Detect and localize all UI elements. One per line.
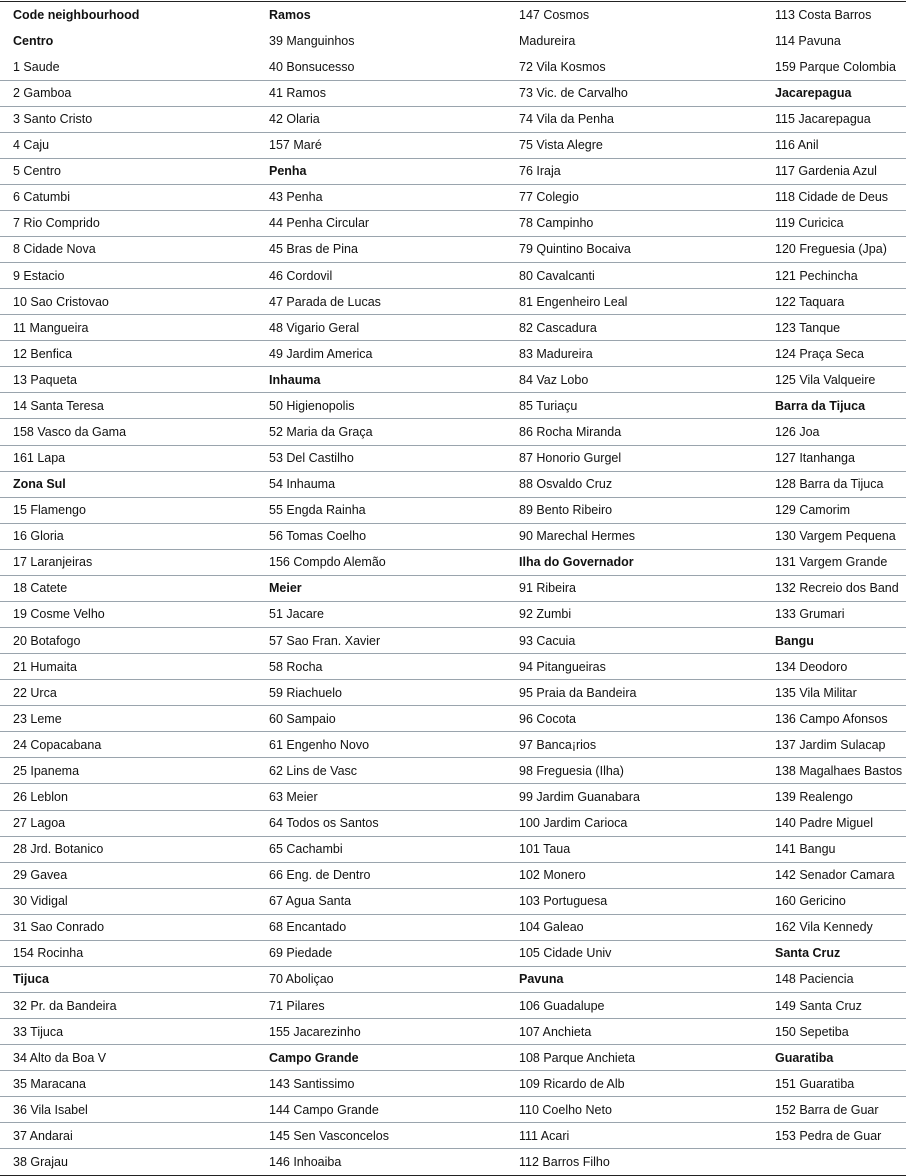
neighbourhood-cell: 97 Banca¡rios (519, 737, 597, 752)
neighbourhood-cell: 132 Recreio dos Band (775, 581, 899, 596)
table-row (0, 601, 906, 627)
neighbourhood-cell: 66 Eng. de Dentro (269, 868, 371, 883)
table-row (0, 419, 906, 445)
neighbourhood-cell: 44 Penha Circular (269, 216, 370, 231)
region-heading: Tijuca (13, 972, 49, 987)
neighbourhood-cell: 7 Rio Comprido (13, 216, 100, 231)
neighbourhood-cell: 134 Deodoro (775, 659, 848, 674)
table-row (0, 236, 906, 262)
neighbourhood-cell: 74 Vila da Penha (519, 112, 614, 127)
neighbourhood-cell: 11 Mangueira (13, 320, 89, 335)
table-row (0, 784, 906, 810)
neighbourhood-cell: 114 Pavuna (775, 34, 841, 48)
neighbourhood-cell: 138 Magalhaes Bastos (775, 763, 903, 778)
neighbourhood-cell: 126 Joa (775, 424, 820, 439)
neighbourhood-cell: 23 Leme (13, 711, 62, 726)
neighbourhood-cell: 151 Guaratiba (775, 1076, 855, 1091)
neighbourhood-cell: 147 Cosmos (519, 8, 590, 22)
neighbourhood-cell: 121 Pechincha (775, 268, 858, 283)
table-row (0, 732, 906, 758)
neighbourhood-cell: 145 Sen Vasconcelos (269, 1128, 389, 1143)
table-row (0, 549, 906, 575)
neighbourhood-cell: 111 Acari (519, 1128, 570, 1143)
neighbourhood-cell: 129 Camorim (775, 503, 851, 518)
table-row (0, 54, 906, 80)
neighbourhood-cell: 5 Centro (13, 164, 61, 179)
table-row (0, 497, 906, 523)
neighbourhood-cell: 95 Praia da Bandeira (519, 685, 637, 700)
neighbourhood-cell: 141 Bangu (775, 842, 836, 857)
neighbourhood-cell: 120 Freguesia (Jpa) (775, 242, 887, 257)
table-row (0, 1019, 906, 1045)
neighbourhood-cell: 99 Jardim Guanabara (519, 789, 640, 804)
table-row (0, 1045, 906, 1071)
table-row (0, 367, 906, 393)
region-heading: Guaratiba (775, 1050, 834, 1065)
neighbourhood-cell: 112 Barros Filho (519, 1154, 610, 1169)
table-row (0, 263, 906, 289)
table-row (0, 836, 906, 862)
neighbourhood-cell: 69 Piedade (269, 946, 333, 961)
neighbourhood-cell: 81 Engenheiro Leal (519, 294, 628, 309)
neighbourhood-cell (775, 1149, 906, 1175)
neighbourhood-cell: 41 Ramos (269, 86, 326, 101)
region-heading: Inhauma (269, 372, 321, 387)
neighbourhood-cell: 21 Humaita (13, 659, 77, 674)
neighbourhood-cell: 108 Parque Anchieta (519, 1050, 636, 1065)
neighbourhood-cell: 20 Botafogo (13, 633, 81, 648)
neighbourhood-cell: 68 Encantado (269, 920, 347, 935)
neighbourhood-cell: 47 Parada de Lucas (269, 294, 381, 309)
neighbourhood-cell: 18 Catete (13, 581, 68, 596)
neighbourhood-cell: 148 Paciencia (775, 972, 854, 987)
neighbourhood-cell: 83 Madureira (519, 346, 593, 361)
neighbourhood-cell: 75 Vista Alegre (519, 138, 603, 153)
neighbourhood-cell: 142 Senador Camara (775, 868, 895, 883)
neighbourhood-cell: 109 Ricardo de Alb (519, 1076, 625, 1091)
table-row (0, 1071, 906, 1097)
neighbourhood-cell: 12 Benfica (13, 346, 73, 361)
neighbourhood-cell: 19 Cosme Velho (13, 607, 105, 622)
neighbourhood-cell: 158 Vasco da Gama (13, 424, 127, 439)
neighbourhood-cell: 61 Engenho Novo (269, 737, 370, 752)
neighbourhood-cell: 125 Vila Valqueire (775, 372, 876, 387)
neighbourhood-cell: 76 Iraja (519, 164, 561, 179)
table-row (0, 341, 906, 367)
table-row (0, 2, 906, 28)
neighbourhood-cell: 162 Vila Kennedy (775, 920, 873, 935)
neighbourhood-cell: 51 Jacare (269, 607, 324, 622)
neighbourhood-cell: 102 Monero (519, 868, 586, 883)
region-heading: Santa Cruz (775, 946, 841, 961)
neighbourhood-cell: 106 Guadalupe (519, 998, 605, 1013)
neighbourhood-cell: 52 Maria da Graça (269, 424, 373, 439)
region-heading: Centro (13, 34, 54, 48)
neighbourhood-cell: 50 Higienopolis (269, 398, 355, 413)
neighbourhood-cell: 54 Inhauma (269, 477, 336, 492)
neighbourhood-cell: 93 Cacuia (519, 633, 576, 648)
table-row (0, 184, 906, 210)
neighbourhood-cell: 123 Tanque (775, 320, 841, 335)
neighbourhood-cell: 4 Caju (13, 138, 50, 153)
neighbourhood-cell: 63 Meier (269, 789, 318, 804)
neighbourhood-cell: 157 Maré (269, 138, 322, 153)
neighbourhood-cell: 122 Taquara (775, 294, 845, 309)
neighbourhood-cell: 118 Cidade de Deus (775, 190, 889, 205)
neighbourhood-cell: 8 Cidade Nova (13, 242, 96, 257)
neighbourhood-cell: 154 Rocinha (13, 946, 84, 961)
neighbourhood-cell: 3 Santo Cristo (13, 112, 93, 127)
neighbourhood-cell: 59 Riachuelo (269, 685, 342, 700)
neighbourhood-cell: 92 Zumbi (519, 607, 572, 622)
neighbourhood-cell: 45 Bras de Pina (269, 242, 358, 257)
table-row (0, 706, 906, 732)
neighbourhood-cell: 143 Santissimo (269, 1076, 355, 1091)
neighbourhood-cell: 58 Rocha (269, 659, 323, 674)
neighbourhood-cell: 87 Honorio Gurgel (519, 451, 622, 466)
neighbourhood-cell: 117 Gardenia Azul (775, 164, 877, 179)
neighbourhood-cell: 37 Andarai (13, 1128, 73, 1143)
neighbourhood-cell: 42 Olaria (269, 112, 320, 127)
neighbourhood-cell: 31 Sao Conrado (13, 920, 105, 935)
neighbourhood-cell: 94 Pitangueiras (519, 659, 606, 674)
neighbourhood-cell: 62 Lins de Vasc (269, 763, 358, 778)
neighbourhood-cell: 100 Jardim Carioca (519, 816, 628, 831)
neighbourhood-cell: 84 Vaz Lobo (519, 372, 589, 387)
table-row (0, 315, 906, 341)
region-heading: Meier (269, 581, 302, 596)
neighbourhood-cell: 101 Taua (519, 842, 571, 857)
neighbourhood-cell: 60 Sampaio (269, 711, 336, 726)
neighbourhood-cell: 103 Portuguesa (519, 894, 608, 909)
region-heading: Ramos (269, 8, 311, 22)
neighbourhood-cell: 91 Ribeira (519, 581, 576, 596)
table-row (0, 628, 906, 654)
table-row (0, 993, 906, 1019)
neighbourhood-cell: 161 Lapa (13, 451, 66, 466)
neighbourhood-cell: 86 Rocha Miranda (519, 424, 622, 439)
neighbourhood-cell: 160 Gericino (775, 894, 846, 909)
neighbourhood-cell: 49 Jardim America (269, 346, 373, 361)
neighbourhood-cell: 159 Parque Colombia (775, 60, 896, 74)
neighbourhood-cell: 36 Vila Isabel (13, 1102, 88, 1117)
neighbourhood-cell: 89 Bento Ribeiro (519, 503, 613, 518)
neighbourhood-cell: 82 Cascadura (519, 320, 597, 335)
neighbourhood-cell: 149 Santa Cruz (775, 998, 862, 1013)
neighbourhood-cell: 67 Agua Santa (269, 894, 352, 909)
neighbourhood-cell: 156 Compdo Alemão (269, 555, 386, 570)
neighbourhood-cell: 79 Quintino Bocaiva (519, 242, 631, 257)
neighbourhood-cell: 6 Catumbi (13, 190, 70, 205)
neighbourhood-cell: 39 Manguinhos (269, 34, 355, 48)
neighbourhood-cell: 119 Curicica (775, 216, 844, 231)
neighbourhood-cell: 43 Penha (269, 190, 323, 205)
neighbourhood-cell: 105 Cidade Univ (519, 946, 612, 961)
neighbourhood-cell: 139 Realengo (775, 789, 853, 804)
neighbourhood-cell: 34 Alto da Boa V (13, 1050, 107, 1065)
neighbourhood-cell: 104 Galeao (519, 920, 584, 935)
table-row (0, 28, 906, 54)
neighbourhood-cell: 35 Maracana (13, 1076, 86, 1091)
neighbourhood-cell: 140 Padre Miguel (775, 816, 873, 831)
region-heading: Zona Sul (13, 477, 66, 492)
table-row (0, 940, 906, 966)
neighbourhood-cell: 15 Flamengo (13, 503, 86, 518)
table-row (0, 1149, 906, 1175)
table-row (0, 471, 906, 497)
neighbourhood-cell: 57 Sao Fran. Xavier (269, 633, 381, 648)
table-row (0, 393, 906, 419)
neighbourhood-cell: 146 Inhoaiba (269, 1154, 342, 1169)
neighbourhood-cell: 98 Freguesia (Ilha) (519, 763, 624, 778)
neighbourhood-cell: 27 Lagoa (13, 816, 66, 831)
neighbourhood-cell: 137 Jardim Sulacap (775, 737, 886, 752)
table-row (0, 1123, 906, 1149)
neighbourhood-cell: 70 Aboliçao (269, 972, 334, 987)
neighbourhood-cell: 48 Vigario Geral (269, 320, 360, 335)
region-heading: Jacarepagua (775, 86, 852, 101)
neighbourhood-cell: 26 Leblon (13, 789, 68, 804)
table-row (0, 210, 906, 236)
table-row (0, 862, 906, 888)
region-heading: Campo Grande (269, 1050, 359, 1065)
neighbourhood-cell: 29 Gavea (13, 868, 68, 883)
neighbourhood-cell: 53 Del Castilho (269, 451, 354, 466)
neighbourhood-cell: 136 Campo Afonsos (775, 711, 888, 726)
neighbourhood-cell: 80 Cavalcanti (519, 268, 595, 283)
neighbourhood-cell: 152 Barra de Guar (775, 1102, 879, 1117)
neighbourhood-cell: 1 Saude (13, 60, 60, 74)
neighbourhood-cell: 115 Jacarepagua (775, 112, 871, 127)
table-row (0, 158, 906, 184)
table-row (0, 80, 906, 106)
neighbourhood-cell: 72 Vila Kosmos (519, 60, 606, 74)
neighbourhood-cell: 55 Engda Rainha (269, 503, 366, 518)
neighbourhood-cell: 107 Anchieta (519, 1024, 592, 1039)
neighbourhood-cell: 130 Vargem Pequena (775, 529, 896, 544)
neighbourhood-cell: 24 Copacabana (13, 737, 102, 752)
neighbourhood-cell: 110 Coelho Neto (519, 1102, 612, 1117)
neighbourhood-cell: 90 Marechal Hermes (519, 529, 636, 544)
region-heading: Code neighbourhood (13, 8, 140, 22)
neighbourhood-cell: 17 Laranjeiras (13, 555, 93, 570)
neighbourhood-cell: 25 Ipanema (13, 763, 80, 778)
neighbourhood-cell: 73 Vic. de Carvalho (519, 86, 628, 101)
table-row (0, 654, 906, 680)
neighbourhood-cell: 56 Tomas Coelho (269, 529, 367, 544)
neighbourhood-cell: 38 Grajau (13, 1154, 68, 1169)
neighbourhood-cell: 77 Colegio (519, 190, 579, 205)
neighbourhood-cell: 155 Jacarezinho (269, 1024, 361, 1039)
region-heading: Ilha do Governador (519, 555, 634, 570)
neighbourhood-cell: 30 Vidigal (13, 894, 68, 909)
neighbourhood-cell: 133 Grumari (775, 607, 845, 622)
neighbourhood-cell: Madureira (519, 34, 576, 48)
region-heading: Bangu (775, 633, 814, 648)
neighbourhood-cell: 116 Anil (775, 138, 819, 153)
neighbourhood-cell: 127 Itanhanga (775, 451, 855, 466)
table-row (0, 680, 906, 706)
table-row (0, 758, 906, 784)
table-row (0, 914, 906, 940)
neighbourhood-cell: 131 Vargem Grande (775, 555, 888, 570)
neighbourhood-cell: 16 Gloria (13, 529, 64, 544)
neighbourhood-cell: 124 Praça Seca (775, 346, 864, 361)
table-row (0, 888, 906, 914)
neighbourhood-cell: 113 Costa Barros (775, 8, 872, 22)
neighbourhood-cell: 32 Pr. da Bandeira (13, 998, 117, 1013)
neighbourhood-cell: 144 Campo Grande (269, 1102, 379, 1117)
neighbourhood-cell: 78 Campinho (519, 216, 594, 231)
table-row (0, 445, 906, 471)
neighbourhood-cell: 96 Cocota (519, 711, 576, 726)
neighbourhood-cell: 71 Pilares (269, 998, 325, 1013)
neighbourhood-cell: 9 Estacio (13, 268, 65, 283)
neighbourhood-cell: 13 Paqueta (13, 372, 77, 387)
neighbourhood-cell: 33 Tijuca (13, 1024, 64, 1039)
neighbourhood-cell: 14 Santa Teresa (13, 398, 104, 413)
neighbourhood-cell: 22 Urca (13, 685, 57, 700)
neighbourhood-cell: 28 Jrd. Botanico (13, 842, 104, 857)
neighbourhood-cell: 2 Gamboa (13, 86, 72, 101)
table-row (0, 810, 906, 836)
region-heading: Penha (269, 164, 307, 179)
neighbourhood-cell: 65 Cachambi (269, 842, 343, 857)
table-row (0, 966, 906, 992)
table-row (0, 575, 906, 601)
neighbourhood-cell: 153 Pedra de Guar (775, 1128, 882, 1143)
neighbourhood-cell: 10 Sao Cristovao (13, 294, 109, 309)
table-row (0, 132, 906, 158)
region-heading: Barra da Tijuca (775, 398, 866, 413)
neighbourhood-cell: 135 Vila Militar (775, 685, 857, 700)
neighbourhood-cell: 85 Turiaçu (519, 398, 578, 413)
table-row (0, 289, 906, 315)
neighbourhood-cell: 46 Cordovil (269, 268, 333, 283)
neighbourhood-cell: 40 Bonsucesso (269, 60, 355, 74)
table-row (0, 106, 906, 132)
neighbourhood-cell: 88 Osvaldo Cruz (519, 477, 613, 492)
neighbourhood-cell: 150 Sepetiba (775, 1024, 849, 1039)
neighbourhood-cell: 128 Barra da Tijuca (775, 477, 884, 492)
table-row (0, 1097, 906, 1123)
table-row (0, 523, 906, 549)
region-heading: Pavuna (519, 972, 564, 987)
neighbourhood-cell: 64 Todos os Santos (269, 816, 379, 831)
